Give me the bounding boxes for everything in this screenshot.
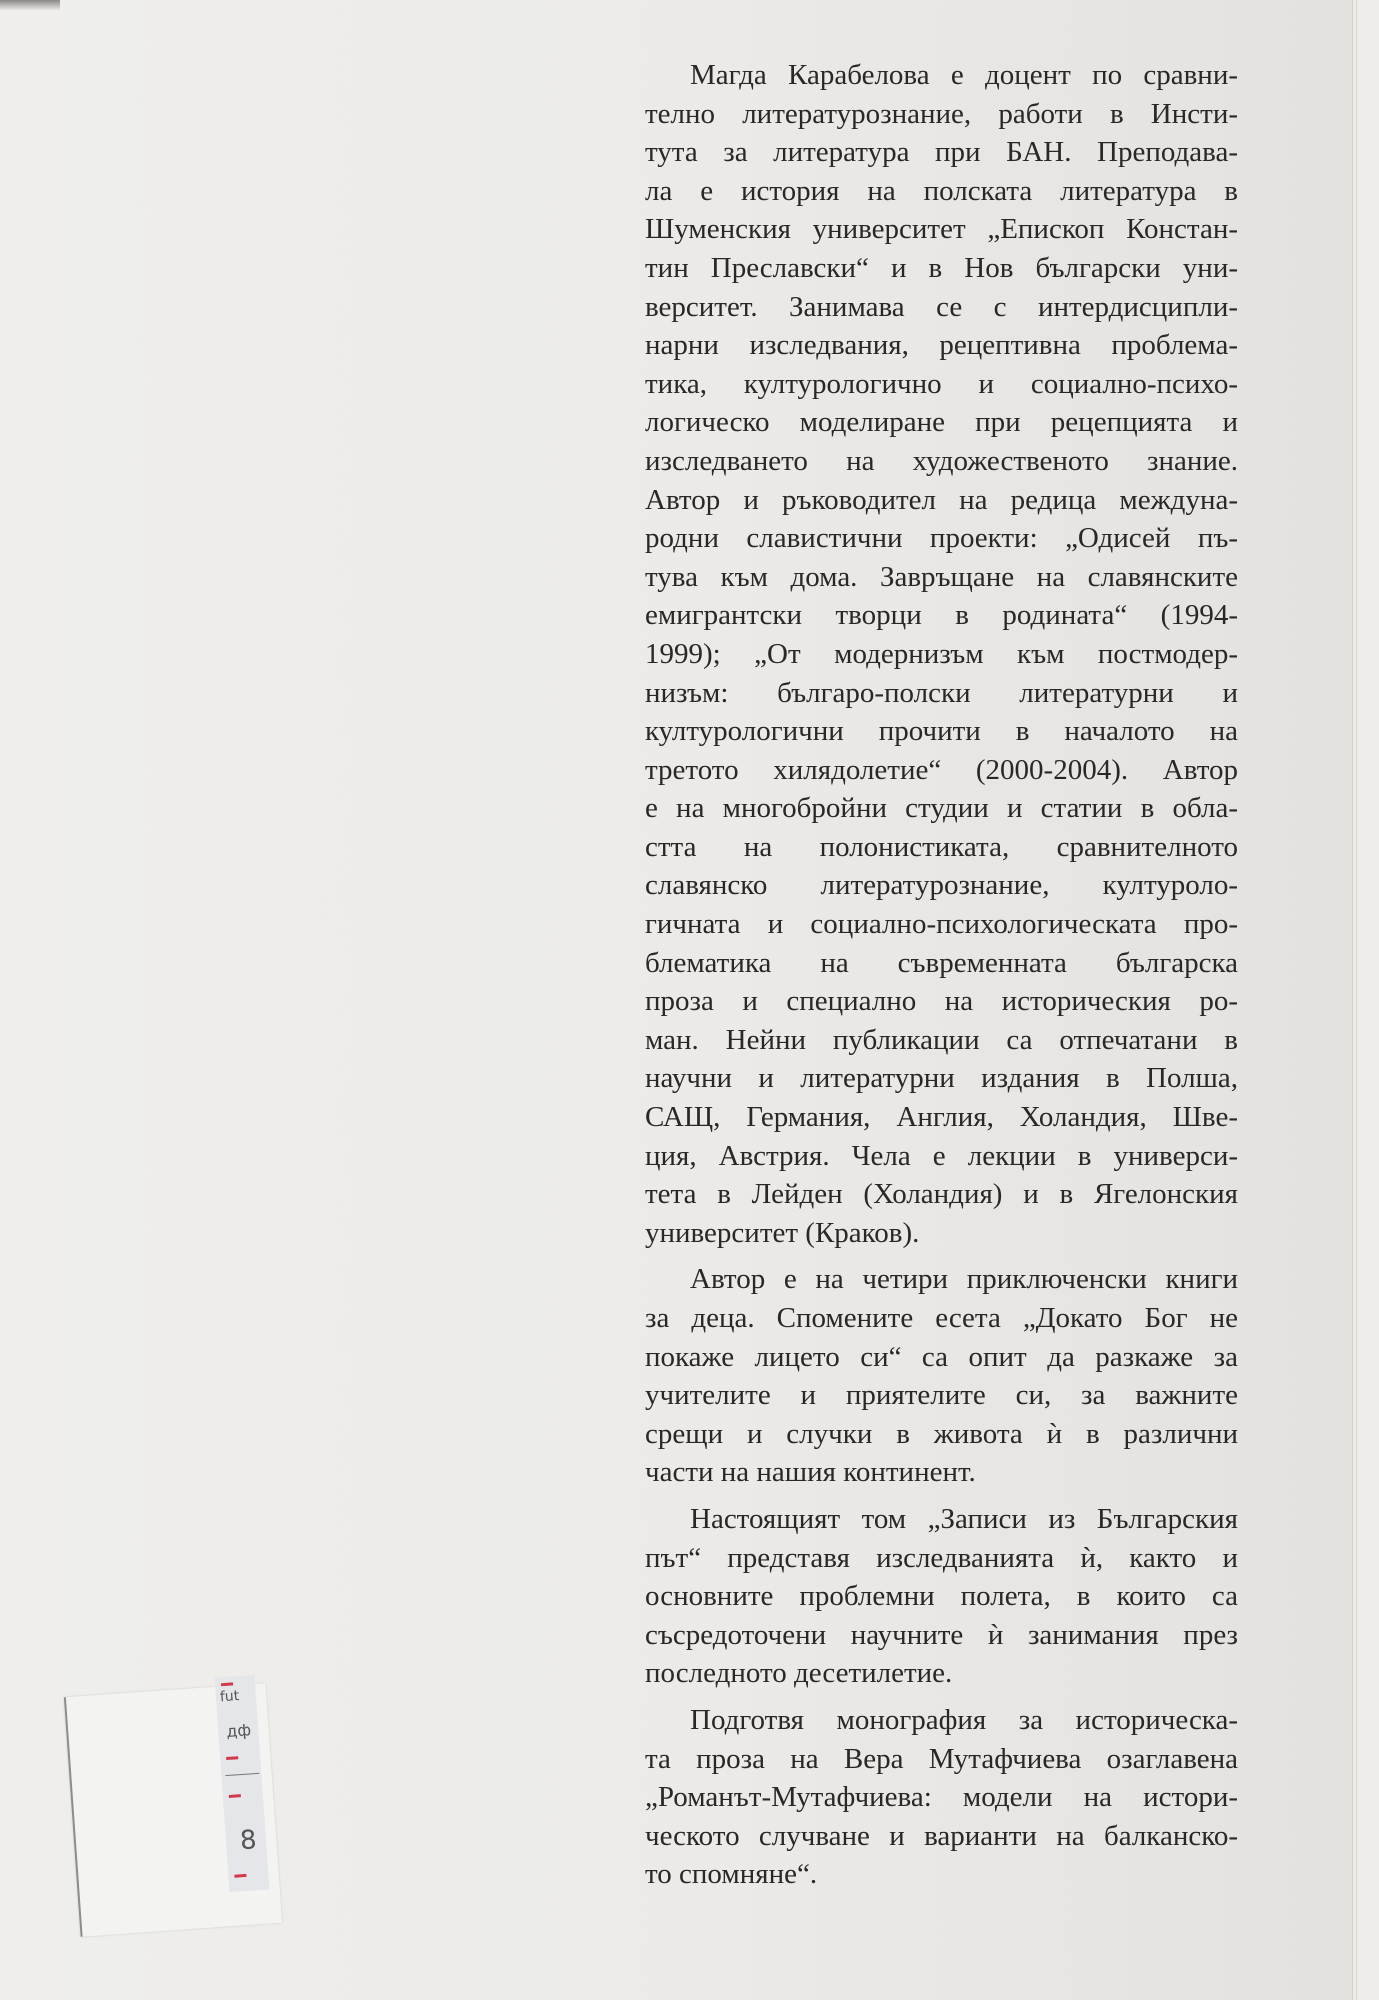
text-line: изследването на художественото знание.	[645, 444, 1238, 477]
text-line: Подготвя монография за историческа-	[690, 1703, 1238, 1736]
text-line: Автор и ръководител на редица междуна-	[645, 483, 1238, 516]
red-mark	[221, 1682, 233, 1686]
text-line: логическо моделиране при рецепцията и	[645, 406, 1238, 439]
text-line: съсредоточени научните ѝ занимания през	[645, 1618, 1238, 1651]
text-line: ман. Нейни публикации са отпечатани в	[645, 1023, 1238, 1056]
text-line: низъм: българо-полски литературни и	[645, 676, 1238, 709]
text-line: тика, културологично и социално-психо-	[645, 367, 1238, 400]
handwritten-note: 8	[238, 1825, 258, 1857]
text-line: е на многобройни студии и статии в обла-	[645, 792, 1238, 825]
text-line: научни и литературни издания в Полша,	[645, 1062, 1238, 1095]
red-mark	[234, 1874, 246, 1878]
text-line: за деца. Спомените есета „Докато Бог не	[645, 1302, 1238, 1334]
text-line: учителите и приятелите си, за важните	[645, 1379, 1238, 1412]
text-line: ческото случване и варианти на балканско-	[645, 1819, 1238, 1852]
divider	[225, 1773, 259, 1776]
paragraph	[645, 56, 1238, 1252]
spine-shadow	[0, 0, 60, 10]
paragraph	[645, 1701, 1238, 1894]
text-line: Автор е на четири приключенски книги	[690, 1263, 1238, 1296]
text-line: проза и специално на историческия ро-	[645, 985, 1238, 1018]
red-mark	[229, 1794, 241, 1798]
text-line: верситет. Занимава се с интердисципли-	[645, 290, 1238, 323]
text-line: основните проблемни полета, в които са	[645, 1580, 1238, 1613]
text-line: Магда Карабелова е доцент по сравни-	[690, 59, 1238, 91]
text-line: покаже лицето си“ са опит да разкаже за	[645, 1340, 1238, 1373]
paragraph	[645, 1500, 1238, 1693]
text-line: части на нашия континент.	[645, 1456, 976, 1489]
text-line: тува към дома. Завръщане на славянските	[645, 560, 1238, 593]
text-line: блематика на съвременната българска	[645, 946, 1238, 979]
text-line: САЩ, Германия, Англия, Холандия, Шве-	[645, 1101, 1238, 1134]
text-line: тута за литература при БАН. Преподава-	[645, 136, 1238, 169]
text-line: културологични прочити в началото на	[645, 715, 1238, 748]
text-line: тета в Лейден (Холандия) и в Ягелонския	[645, 1178, 1238, 1211]
text-line: емигрантски творци в родината“ (1994-	[645, 599, 1238, 632]
author-bio-text	[645, 56, 1238, 1902]
text-line: стта на полонистиката, сравнителното	[645, 830, 1238, 863]
text-line: то спомняне“.	[645, 1858, 818, 1891]
text-line: 1999); „От модернизъм към постмодер-	[645, 637, 1238, 670]
text-line: телно литературознание, работи в Инсти-	[645, 97, 1238, 130]
text-line: тин Преславски“ и в Нов български уни-	[645, 251, 1238, 284]
red-mark	[226, 1756, 238, 1760]
text-line: гичната и социално-психологическата про-	[645, 908, 1238, 941]
text-line: родни славистични проекти: „Одисей пъ-	[645, 522, 1238, 555]
text-line: път“ представя изследванията ѝ, както и	[645, 1541, 1238, 1574]
text-line: третото хилядолетие“ (2000-2004). Автор	[645, 753, 1238, 786]
handwritten-note: fut	[219, 1688, 240, 1706]
text-line: „Романът-Мутафчиева: модели на истори-	[645, 1781, 1238, 1814]
text-line: последното десетилетие.	[645, 1657, 953, 1690]
paragraph	[645, 1260, 1238, 1492]
text-line: ция, Австрия. Чела е лекции в универси-	[645, 1139, 1238, 1172]
text-line: ла е история на полската литература в	[645, 174, 1238, 207]
text-line: Настоящият том „Записи из Българския	[690, 1502, 1238, 1535]
text-line: университет (Краков).	[645, 1216, 920, 1249]
handwritten-note: дф	[225, 1720, 252, 1741]
page-edge-line	[1356, 0, 1357, 2000]
text-line: срещи и случки в живота ѝ в различни	[645, 1417, 1238, 1450]
text-line: та проза на Вера Мутафчиева озаглавена	[645, 1742, 1238, 1775]
text-line: славянско литературознание, културоло-	[645, 869, 1238, 902]
text-line: нарни изследвания, рецептивна проблема-	[645, 329, 1238, 362]
text-line: Шуменския университет „Епископ Констан-	[645, 213, 1238, 246]
